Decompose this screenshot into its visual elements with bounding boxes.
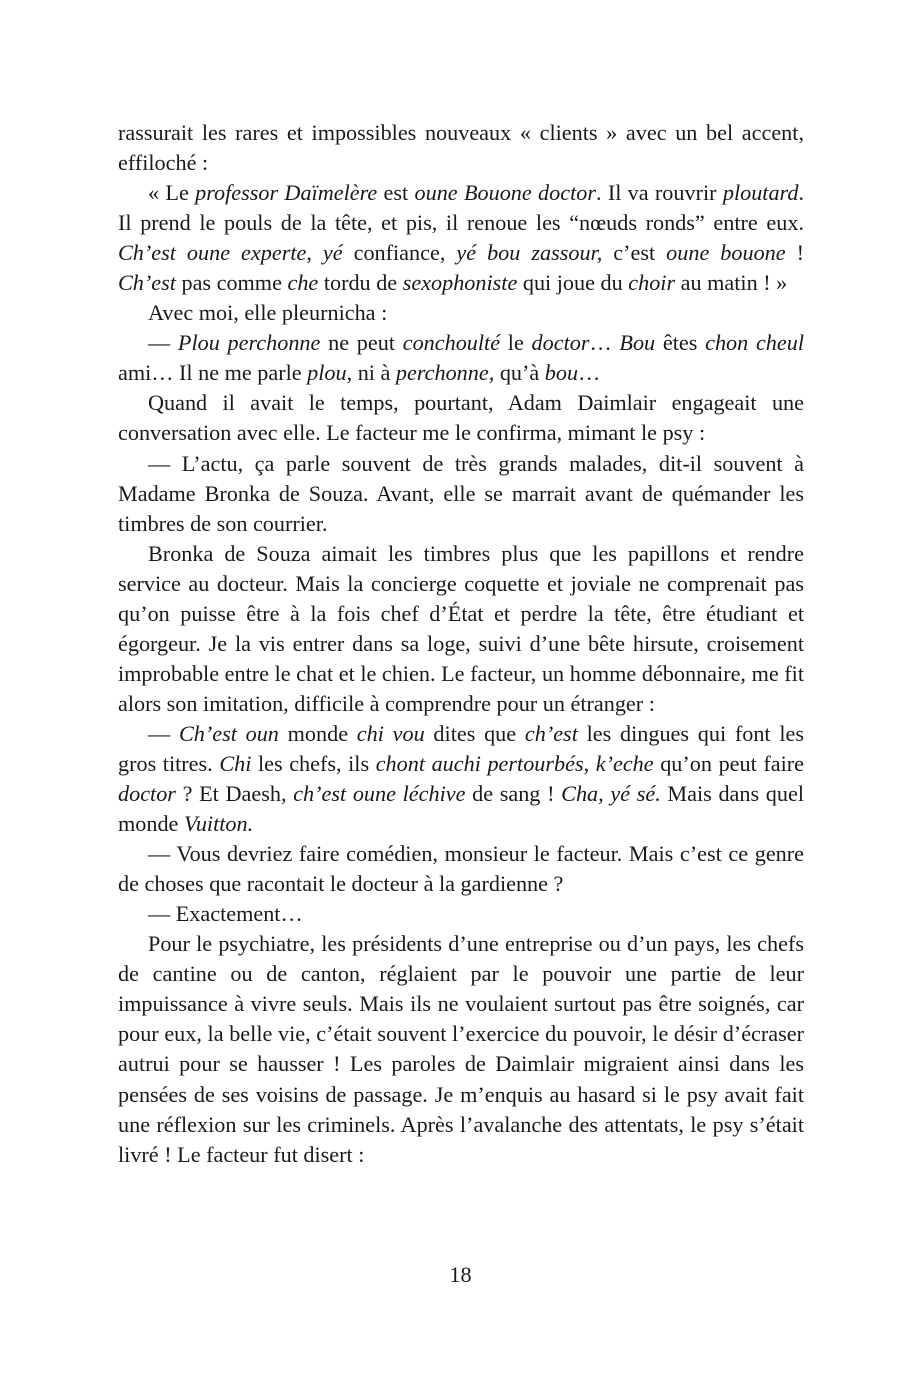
text-run: le bbox=[500, 330, 532, 356]
text-run: les chefs, ils bbox=[251, 750, 376, 776]
italic-run: k’eche bbox=[595, 750, 654, 776]
text-run: ? Et Daesh, bbox=[175, 781, 294, 807]
paragraph bbox=[118, 178, 804, 298]
paragraph bbox=[118, 328, 804, 388]
text-run: — Exactement… bbox=[148, 901, 303, 927]
italic-run: chi vou bbox=[356, 720, 425, 746]
text-run: , ni à bbox=[346, 360, 396, 386]
text-run: Pour le psychiatre, les présidents d’une entreprise ou d’un pays, les chefs de cantine ou de canton, réglaient par le pouvoir une partie de leur impuissance à vivre seuls. Mais ils ne voulaient surtout pas être soignés, car pour eux, la belle vie, c’était souvent l’exercice du pouvoir, le désir d’écraser autrui pour se hausser ! Les paroles de Daimlair migraient ainsi dans les pensées de ses voisins de passage. Je m’enquis au hasard si le psy avait fait une réflexion sur les criminels. Après l’avalanche des attentats, le psy s’était livré ! Le facteur fut disert : bbox=[118, 931, 804, 1167]
text-run: pas comme bbox=[175, 270, 288, 296]
italic-run: ch’est oune léchive bbox=[293, 781, 466, 807]
italic-run: yé bou zassour, bbox=[456, 240, 603, 266]
italic-run: Bou bbox=[619, 330, 656, 356]
italic-run: doctor bbox=[531, 330, 590, 356]
text-run: — bbox=[148, 720, 179, 746]
italic-run: professor Daïmelère bbox=[195, 180, 378, 206]
text-run: c’est bbox=[602, 240, 667, 266]
text-run: monde bbox=[278, 720, 357, 746]
page-body bbox=[118, 118, 804, 1170]
text-run: … bbox=[589, 330, 620, 356]
paragraph bbox=[118, 719, 804, 839]
italic-run: conchoulté bbox=[402, 330, 501, 356]
italic-run: che bbox=[287, 270, 319, 296]
italic-run: Vuitton. bbox=[183, 811, 254, 837]
text-run: . Il prend le pouls de la tête, et pis, il renoue les “nœuds ronds” entre eux. bbox=[118, 180, 804, 236]
text-run: … bbox=[578, 360, 601, 386]
text-run: , bbox=[306, 240, 323, 266]
paragraph bbox=[118, 118, 804, 178]
text-run: est bbox=[377, 180, 415, 206]
text-run: ! bbox=[785, 240, 804, 266]
italic-run: Ch’est oune experte bbox=[118, 240, 307, 266]
paragraph bbox=[118, 539, 804, 719]
paragraph bbox=[118, 449, 804, 539]
page-number: 18 bbox=[449, 1262, 472, 1287]
text-run: au matin ! » bbox=[675, 270, 788, 296]
paragraph bbox=[118, 899, 804, 929]
italic-run: ch’est bbox=[524, 720, 578, 746]
italic-run: doctor bbox=[118, 781, 176, 807]
text-run: dites que bbox=[424, 720, 525, 746]
text-run: Mais dans quel monde bbox=[118, 781, 805, 837]
italic-run: Chi bbox=[219, 750, 252, 776]
paragraph bbox=[118, 929, 804, 1169]
text-run: Bronka de Souza aimait les timbres plus que les papillons et rendre service au docteur. Mais la concierge coquette et joviale ne comprenait pas qu’on puisse être à la fois chef d’État et perdre la tête, être étudiant et égorgeur. Je la vis entrer dans sa loge, suivi d’une bête hirsute, croisement improbable entre le chat et le chien. Le facteur, un homme débonnaire, me fit alors son imitation, difficile à comprendre pour un étranger : bbox=[118, 540, 804, 716]
italic-run: ploutard bbox=[722, 180, 799, 206]
text-run: , bbox=[583, 750, 596, 776]
italic-run: bou bbox=[544, 360, 579, 386]
text-run: confiance, bbox=[342, 240, 457, 266]
italic-run: Ch’est bbox=[118, 270, 176, 296]
text-run: — Vous devriez faire comédien, monsieur le facteur. Mais c’est ce genre de choses que racontait le docteur à la gardienne ? bbox=[118, 841, 804, 897]
paragraph bbox=[118, 839, 804, 899]
italic-run: perchonne, bbox=[395, 360, 495, 386]
text-run: Quand il avait le temps, pourtant, Adam Daimlair engageait une conversation avec elle. Le facteur me le confirma, mimant le psy : bbox=[118, 390, 804, 446]
italic-run: chon cheul bbox=[705, 330, 804, 356]
italic-run: plou bbox=[307, 360, 347, 386]
italic-run: oune bouone bbox=[666, 240, 786, 266]
text-run: ami… Il ne me parle bbox=[118, 360, 308, 386]
italic-run: yé bbox=[322, 240, 343, 266]
text-run: Avec moi, elle pleurnicha : bbox=[148, 300, 388, 326]
text-run: êtes bbox=[655, 330, 706, 356]
text-run: qui joue du bbox=[517, 270, 629, 296]
text-run: rassurait les rares et impossibles nouveaux « clients » avec un bel accent, effiloché : bbox=[118, 120, 804, 176]
text-run: « Le bbox=[148, 180, 196, 206]
text-run: les dingues qui font les gros titres. bbox=[118, 720, 804, 776]
text-run: qu’on peut faire bbox=[653, 750, 804, 776]
text-run: qu’à bbox=[494, 360, 545, 386]
italic-run: choir bbox=[628, 270, 676, 296]
italic-run: chont auchi pertourbés bbox=[375, 750, 584, 776]
text-run: — L’actu, ça parle souvent de très grands malades, dit-il souvent à Madame Bronka de Souza. Avant, elle se marrait avant de quémander les timbres de son courrier. bbox=[118, 450, 804, 536]
text-run: tordu de bbox=[318, 270, 403, 296]
text-run: de sang ! bbox=[465, 781, 562, 807]
italic-run: Plou perchonne bbox=[177, 330, 321, 356]
text-run: ne peut bbox=[320, 330, 403, 356]
paragraph bbox=[118, 388, 804, 448]
paragraph bbox=[118, 298, 804, 328]
italic-run: sexophoniste bbox=[402, 270, 518, 296]
italic-run: oune Bouone doctor bbox=[414, 180, 596, 206]
italic-run: Ch’est oun bbox=[178, 720, 279, 746]
text-run: — bbox=[148, 330, 178, 356]
text-run: . Il va rouvrir bbox=[595, 180, 723, 206]
italic-run: Cha, yé sé. bbox=[561, 781, 661, 807]
